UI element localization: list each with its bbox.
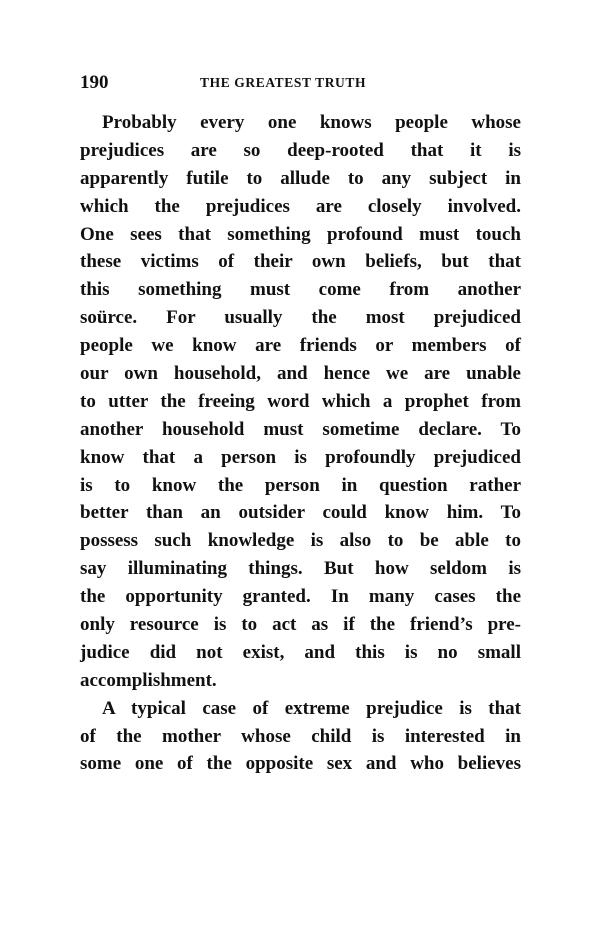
text-line: the opportunity granted. In many cases the [80, 586, 521, 608]
text-line: this something must come from another [80, 279, 521, 301]
text-line: to utter the freeing word which a prophet from [80, 390, 521, 412]
text-line: apparently futile to allude to any subject in [80, 167, 521, 189]
text-line: of the mother whose child is interested in [80, 725, 521, 747]
text-line: accomplishment. [80, 669, 217, 691]
text-line: these victims of their own beliefs, but that [80, 251, 521, 273]
text-line: judice did not exist, and this is no small [80, 641, 521, 663]
text-line: Probably every one knows people whose [102, 112, 521, 133]
body-text [80, 109, 521, 778]
text-line: possess such knowledge is also to be able to [80, 530, 521, 552]
paragraph [80, 695, 521, 779]
text-line: say illuminating things. But how seldom is [80, 558, 521, 580]
paragraph [80, 109, 521, 695]
running-header [80, 72, 521, 96]
text-line: One sees that something profound must touch [80, 223, 521, 245]
text-line: people we know are friends or members of [80, 335, 521, 357]
running-title: THE GREATEST TRUTH [200, 75, 367, 90]
text-line: is to know the person in question rather [80, 474, 521, 496]
text-line: some one of the opposite sex and who believes [80, 753, 521, 775]
text-line: soürce. For usually the most prejudiced [80, 307, 521, 329]
text-line: A typical case of extreme prejudice is that [102, 697, 521, 719]
page-number: 190 [80, 72, 109, 93]
text-line: better than an outsider could know him. To [80, 502, 521, 524]
text-line: which the prejudices are closely involved. [80, 195, 521, 217]
text-line: know that a person is profoundly prejudiced [80, 446, 521, 468]
text-line: only resource is to act as if the friend’s pre- [80, 614, 521, 636]
text-line: our own household, and hence we are unable [80, 363, 521, 385]
text-line: another household must sometime declare. To [80, 418, 521, 440]
text-line: prejudices are so deep-rooted that it is [80, 139, 521, 161]
